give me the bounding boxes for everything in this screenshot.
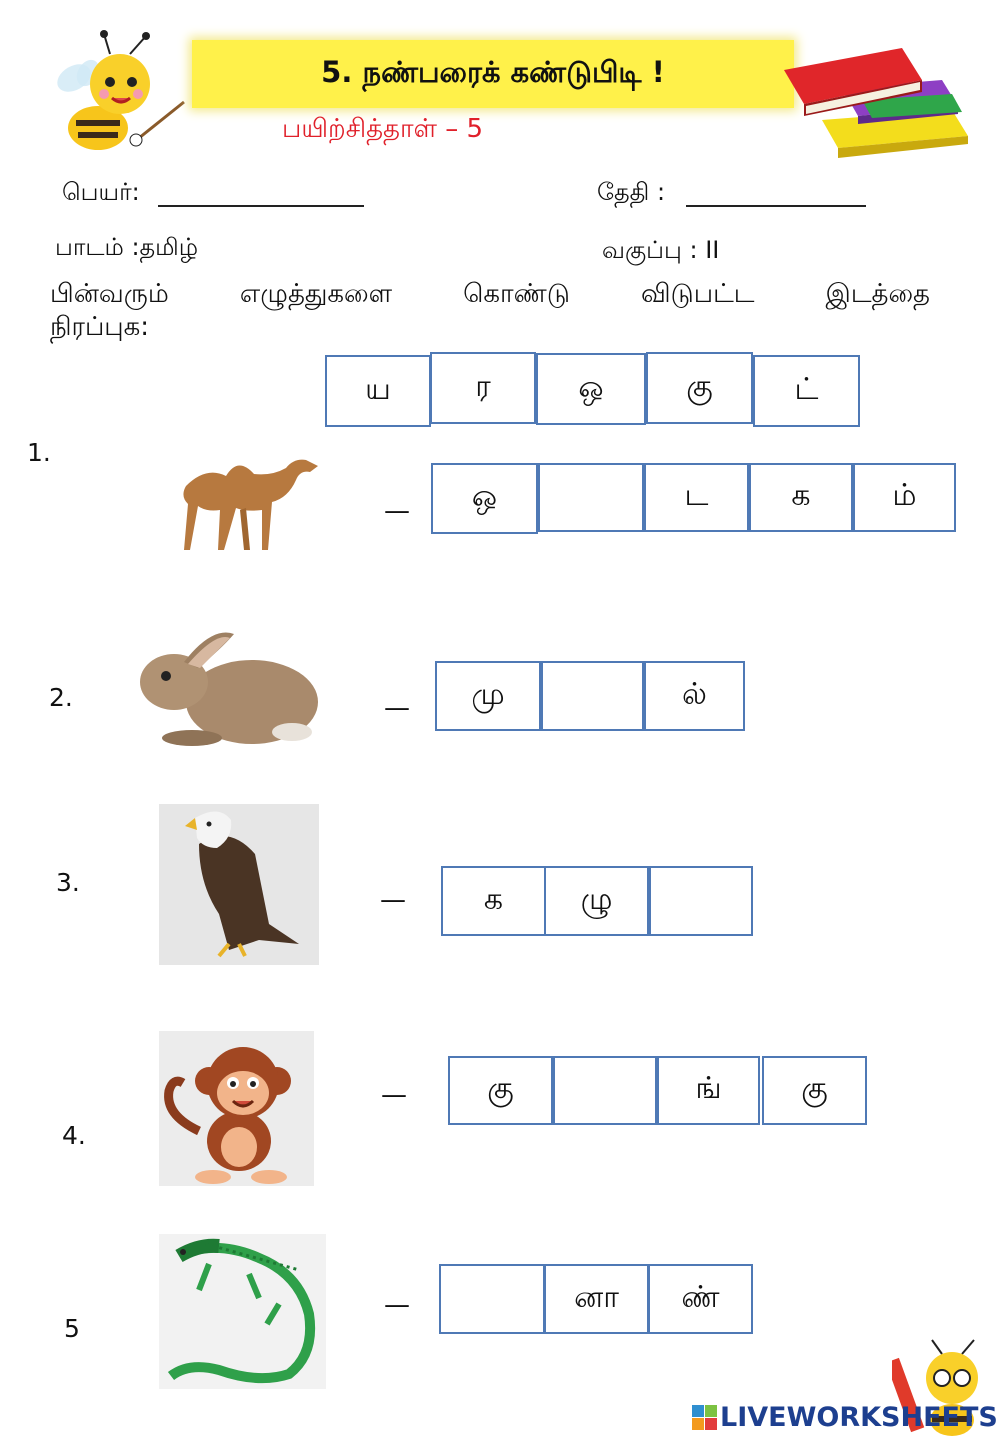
liveworksheets-logo-icon (692, 1405, 718, 1431)
name-field[interactable] (158, 205, 364, 207)
question-number: 2. (49, 683, 73, 712)
letter-bank-tile[interactable]: ஒ (536, 353, 646, 425)
bee-mascot-icon (48, 28, 188, 156)
answer-input[interactable] (439, 1264, 545, 1334)
brand-text: LIVEWORKSHEETS (720, 1402, 998, 1433)
answer-input[interactable] (553, 1056, 657, 1125)
answer-cell: கு (448, 1056, 553, 1125)
class-label: வகுப்பு : II (602, 236, 720, 264)
answer-cell: க (441, 866, 546, 936)
eagle-icon (159, 804, 319, 965)
letter-bank-tile[interactable]: கு (646, 352, 753, 424)
dash: — (384, 496, 410, 526)
dash: — (384, 1290, 410, 1320)
answer-cell: ங் (657, 1056, 760, 1125)
dash: — (380, 885, 406, 915)
question-number: 4. (62, 1121, 86, 1150)
letter-bank-tile[interactable]: ட் (753, 355, 860, 427)
answer-input[interactable] (649, 866, 753, 936)
subject-label: பாடம் :தமிழ் (55, 233, 199, 261)
instruction-line-1: பின்வரும் எழுத்துகளை கொண்டு விடுபட்ட இடத்தை (50, 279, 930, 309)
letter-bank-tile[interactable]: ர (430, 352, 536, 424)
answer-cell: க (749, 463, 853, 532)
monkey-icon (159, 1031, 314, 1186)
answer-cell: ல் (644, 661, 745, 731)
iguana-icon (159, 1234, 326, 1389)
liveworksheets-logo (692, 1402, 998, 1433)
date-label: தேதி : (597, 178, 666, 206)
letter-bank-tile[interactable]: ய (325, 355, 431, 427)
answer-input[interactable] (541, 661, 644, 731)
worksheet-title: 5. நண்பரைக் கண்டுபிடி ! (192, 40, 794, 108)
worksheet-number: பயிற்சித்தாள் – 5 (282, 114, 484, 144)
answer-cell: ம் (853, 463, 956, 532)
answer-cell: னா (544, 1264, 649, 1334)
question-number: 5 (64, 1314, 80, 1343)
camel-icon (176, 446, 324, 554)
date-field[interactable] (686, 205, 866, 207)
answer-cell: ண் (648, 1264, 753, 1334)
answer-input[interactable] (538, 463, 644, 532)
question-number: 1. (27, 438, 51, 467)
rabbit-icon (122, 622, 322, 750)
answer-cell: ட (644, 463, 749, 532)
dash: — (381, 1080, 407, 1110)
question-number: 3. (56, 868, 80, 897)
books-icon (782, 40, 972, 162)
dash: — (384, 693, 410, 723)
answer-cell: மு (435, 661, 541, 731)
answer-cell: ஒ (431, 463, 538, 534)
name-label: பெயர்: (62, 178, 140, 206)
answer-cell: ழு (544, 866, 649, 936)
instruction-line-2: நிரப்புக: (50, 312, 150, 342)
answer-cell: கு (762, 1056, 867, 1125)
